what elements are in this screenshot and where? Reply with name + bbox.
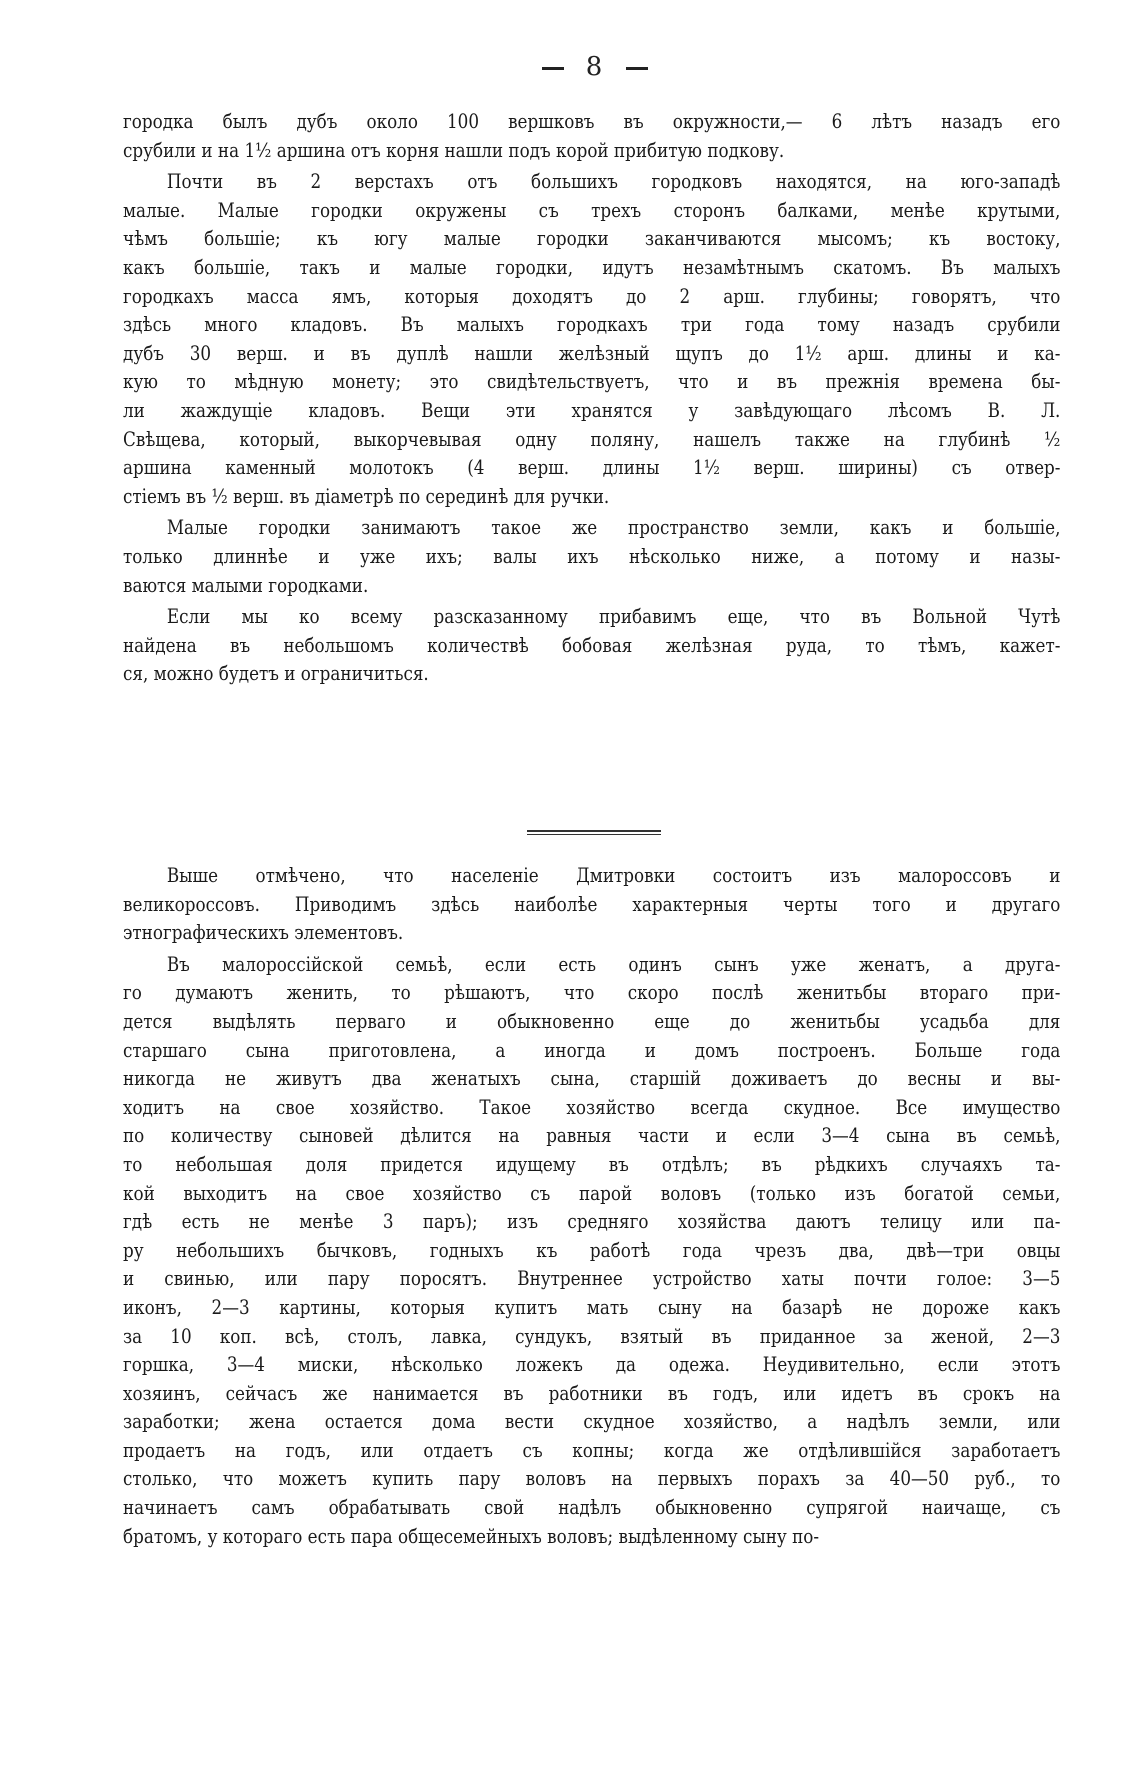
- page-number: [0, 52, 1140, 82]
- text-line: ваются малыми городками.: [123, 573, 369, 597]
- text-line: хозяинъ, сейчасъ же нанимается въ работники въ годъ, или идетъ въ срокъ на: [123, 1381, 1061, 1405]
- text-line: Выше отмѣчено, что населеніе Дмитровки состоитъ изъ малороссовъ и: [166, 864, 1061, 887]
- text-line: ру небольшихъ бычковъ, годныхъ къ работѣ года чрезъ два, двѣ—три овцы: [123, 1238, 1061, 1262]
- text-line: го думаютъ женить, то рѣшаютъ, что скоро послѣ женитьбы втораго при-: [123, 981, 1061, 1005]
- text-line: Свѣщева, который, выкорчевывая одну поляну, нашелъ также на глубинѣ ½: [123, 427, 1061, 451]
- text-line: чѣмъ большіе; къ югу малые городки заканчиваются мысомъ; къ востоку,: [123, 227, 1061, 251]
- text-line: здѣсь много кладовъ. Въ малыхъ городкахъ три года тому назадъ срубили: [123, 313, 1061, 337]
- paragraph: [123, 514, 1061, 600]
- text-section-2: [123, 862, 1061, 1554]
- text-line: кой выходитъ на свое хозяйство съ парой воловъ (только изъ богатой семьи,: [123, 1181, 1061, 1205]
- text-line: ся, можно будетъ и ограничиться.: [123, 662, 429, 686]
- text-line: дубъ 30 верш. и въ дуплѣ нашли желѣзный щупъ до 1½ арш. длины и ка-: [123, 341, 1061, 365]
- text-line: кую то мѣдную монету; это свидѣтельствуетъ, что и въ прежнія времена бы-: [123, 370, 1061, 394]
- text-line: старшаго сына приготовлена, а иногда и домъ построенъ. Больше года: [123, 1038, 1061, 1062]
- text-line: городка былъ дубъ около 100 вершковъ въ окружности,— 6 лѣтъ назадъ его: [123, 110, 1061, 133]
- text-line: срубили и на 1½ аршина отъ корня нашли подъ корой прибитую подкову.: [123, 138, 785, 162]
- page-number-dash-left: [542, 67, 564, 70]
- text-line: начинаетъ самъ обрабатывать свой надѣлъ обыкновенно супрягой наичаще, съ: [123, 1496, 1061, 1520]
- text-line: Въ малороссійской семьѣ, если есть одинъ сынъ уже женатъ, а друга-: [166, 952, 1061, 976]
- paragraph: [123, 603, 1061, 689]
- text-line: гдѣ есть не менѣе 3 паръ); изъ средняго хозяйства даютъ телицу или па-: [123, 1210, 1061, 1234]
- text-section-1: [123, 108, 1061, 692]
- text-line: за 10 коп. всѣ, столъ, лавка, сундукъ, взятый въ приданное за женой, 2—3: [123, 1324, 1061, 1348]
- page-number-value: 8: [585, 52, 605, 82]
- text-line: столько, что можетъ купить пару воловъ на первыхъ порахъ за 40—50 руб., то: [123, 1467, 1061, 1491]
- paragraph: [123, 862, 1061, 948]
- text-line: и свинью, или пару поросятъ. Внутреннее устройство хаты почти голое: 3—5: [123, 1267, 1061, 1291]
- text-line: Почти въ 2 верстахъ отъ большихъ городковъ находятся, на юго-западѣ: [166, 170, 1061, 194]
- text-line: то небольшая доля придется идущему въ отдѣлъ; въ рѣдкихъ случаяхъ та-: [123, 1152, 1061, 1176]
- section-divider-double-rule: [527, 830, 661, 835]
- text-line: малые. Малые городки окружены съ трехъ сторонъ балками, менѣе крутыми,: [123, 198, 1061, 222]
- paragraph: [123, 951, 1061, 1551]
- text-line: Если мы ко всему разсказанному прибавимъ еще, что въ Вольной Чутѣ: [166, 605, 1061, 629]
- text-line: этнографическихъ элементовъ.: [123, 921, 404, 945]
- text-line: по количеству сыновей дѣлится на равныя части и если 3—4 сына въ семьѣ,: [123, 1124, 1061, 1148]
- text-line: братомъ, у котораго есть пара общесемейныхъ воловъ; выдѣленному сыну по-: [123, 1524, 820, 1548]
- text-line: горшка, 3—4 миски, нѣсколько ложекъ да одежа. Неудивительно, если этотъ: [123, 1353, 1061, 1377]
- text-line: ли жаждущіе кладовъ. Вещи эти хранятся у завѣдующаго лѣсомъ В. Л.: [123, 398, 1061, 422]
- text-line: стіемъ въ ½ верш. въ діаметрѣ по серединѣ для ручки.: [123, 484, 610, 508]
- page-number-dash-right: [626, 67, 648, 70]
- text-line: великороссовъ. Приводимъ здѣсь наиболѣе характерныя черты того и другаго: [123, 892, 1061, 916]
- text-line: только длиннѣе и уже ихъ; валы ихъ нѣсколько ниже, а потому и назы-: [123, 544, 1061, 568]
- text-line: продаетъ на годъ, или отдаетъ съ копны; когда же отдѣлившійся заработаетъ: [123, 1438, 1061, 1462]
- text-line: дется выдѣлять перваго и обыкновенно еще до женитьбы усадьба для: [123, 1009, 1061, 1033]
- text-line: ходитъ на свое хозяйство. Такое хозяйство всегда скудное. Все имущество: [123, 1095, 1061, 1119]
- text-line: аршина каменный молотокъ (4 верш. длины 1½ верш. ширины) съ отвер-: [123, 456, 1061, 480]
- text-line: иконъ, 2—3 картины, которыя купитъ мать сыну на базарѣ не дороже какъ: [123, 1295, 1061, 1319]
- paragraph: [123, 108, 1061, 165]
- text-line: городкахъ масса ямъ, которыя доходятъ до 2 арш. глубины; говорятъ, что: [123, 284, 1061, 308]
- paragraph: [123, 168, 1061, 511]
- text-line: заработки; жена остается дома вести скудное хозяйство, а надѣлъ земли, или: [123, 1410, 1061, 1434]
- text-line: Малые городки занимаютъ такое же пространство земли, какъ и большіе,: [166, 516, 1061, 540]
- text-line: найдена въ небольшомъ количествѣ бобовая желѣзная руда, то тѣмъ, кажет-: [123, 633, 1061, 657]
- text-line: какъ большіе, такъ и малые городки, идутъ незамѣтнымъ скатомъ. Въ малыхъ: [123, 255, 1061, 279]
- text-line: никогда не живутъ два женатыхъ сына, старшій доживаетъ до весны и вы-: [123, 1067, 1061, 1091]
